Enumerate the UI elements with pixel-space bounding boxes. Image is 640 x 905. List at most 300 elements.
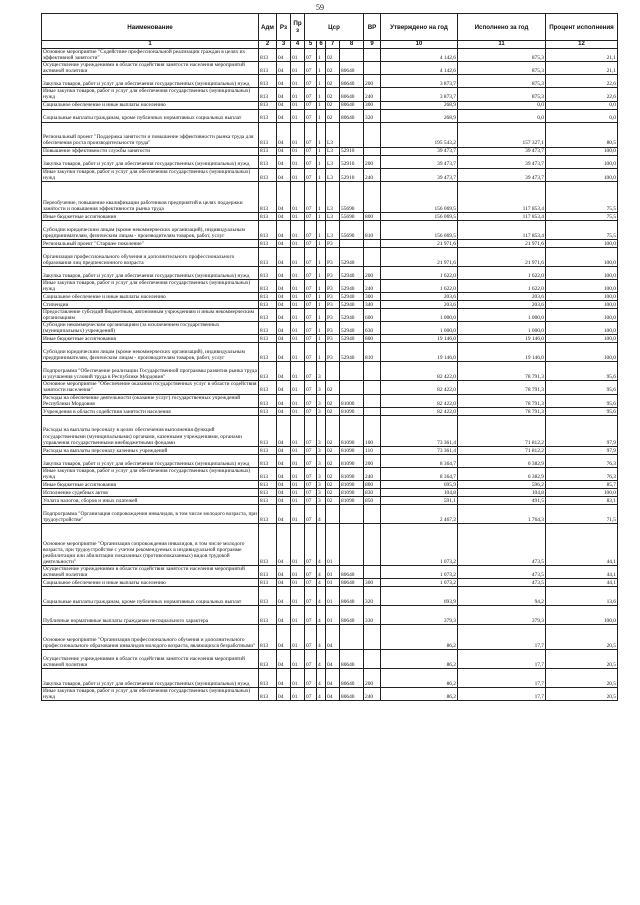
row-csr-event: 02: [326, 467, 340, 480]
row-prz: 01: [291, 579, 305, 587]
row-approved: 82 422,0: [381, 381, 458, 394]
row-percent: 13,6: [546, 587, 618, 606]
table-row: [42, 587, 618, 606]
table-row: [42, 579, 618, 587]
row-csr-direction: 80640: [340, 688, 364, 701]
row-name: Основное мероприятие "Организация профессионального обучения и дополнительного профессионального образования инвалидов молодого возраста, являющихся безработными": [42, 625, 259, 650]
row-approved: 203,6: [381, 300, 458, 308]
row-csr-program: 07: [305, 147, 317, 155]
row-executed: 17,7: [458, 688, 546, 701]
row-rz: 04: [277, 496, 291, 504]
row-adm: 813: [259, 292, 277, 300]
row-rz: 04: [277, 62, 291, 75]
row-csr-direction: [340, 239, 364, 247]
row-vr: 200: [364, 669, 381, 688]
row-csr-program: 07: [305, 101, 317, 109]
row-csr-event: L3: [326, 147, 340, 155]
row-vr: [364, 625, 381, 650]
row-rz: 04: [277, 75, 291, 88]
row-csr-event: L3: [326, 168, 340, 181]
header-csr: Цср: [305, 14, 364, 41]
row-prz: 01: [291, 155, 305, 168]
row-vr: 110: [364, 446, 381, 454]
table-row: [42, 62, 618, 75]
row-prz: 01: [291, 62, 305, 75]
row-adm: 813: [259, 212, 277, 220]
row-csr-program: 07: [305, 155, 317, 168]
row-vr: [364, 407, 381, 415]
row-rz: 04: [277, 49, 291, 62]
row-csr-direction: [340, 504, 364, 523]
row-name: Основное мероприятие "Организация сопровождения инвалидов, в том числе молодого возраста, при трудоустройстве с учетом рекомендуемых в индивидуальной программе реабилитации или абилитации показанных (противопоказанных) видов трудовой деятельности": [42, 523, 259, 565]
table-row: [42, 381, 618, 394]
row-csr-event: 02: [326, 446, 340, 454]
row-adm: 813: [259, 587, 277, 606]
row-adm: 813: [259, 109, 277, 122]
row-prz: 01: [291, 587, 305, 606]
row-executed: 78 791,3: [458, 394, 546, 407]
row-percent: 22,6: [546, 88, 618, 101]
row-csr-direction: 52940: [340, 335, 364, 343]
row-percent: 95,6: [546, 407, 618, 415]
row-approved: 156 069,5: [381, 181, 458, 212]
row-csr-program: 07: [305, 362, 317, 381]
row-csr-event: 02: [326, 407, 340, 415]
row-vr: [364, 523, 381, 565]
row-csr-event: 02: [326, 62, 340, 75]
row-executed: 71 812,2: [458, 446, 546, 454]
row-rz: 04: [277, 587, 291, 606]
row-approved: 82 422,0: [381, 407, 458, 415]
table-row: [42, 75, 618, 88]
row-csr-subprogram: 1: [317, 343, 326, 362]
row-rz: 04: [277, 454, 291, 467]
row-approved: 3 873,7: [381, 88, 458, 101]
row-csr-event: 02: [326, 480, 340, 488]
row-prz: 01: [291, 308, 305, 321]
row-csr-direction: 52940: [340, 292, 364, 300]
row-csr-program: 07: [305, 488, 317, 496]
header-approved: Утверждено на год: [381, 14, 458, 41]
table-row: [42, 181, 618, 212]
row-rz: 04: [277, 488, 291, 496]
row-adm: 813: [259, 467, 277, 480]
row-vr: 810: [364, 220, 381, 239]
row-percent: 100,0: [546, 247, 618, 266]
row-prz: 01: [291, 496, 305, 504]
table-row: [42, 688, 618, 701]
header-executed: Исполнено за год: [458, 14, 546, 41]
row-rz: 04: [277, 212, 291, 220]
row-executed: 6 382,9: [458, 454, 546, 467]
row-percent: 21,1: [546, 62, 618, 75]
row-approved: 73 361,4: [381, 446, 458, 454]
row-name: Основное мероприятие "Содействие профессиональной реализации граждан в целях их эффективной занятости": [42, 49, 259, 62]
row-executed: 19 146,0: [458, 343, 546, 362]
row-rz: 04: [277, 688, 291, 701]
row-adm: 813: [259, 579, 277, 587]
row-approved: 1 622,0: [381, 279, 458, 292]
budget-report-table: [41, 13, 618, 701]
row-csr-event: 02: [326, 49, 340, 62]
row-csr-event: P3: [326, 343, 340, 362]
row-csr-direction: 52940: [340, 308, 364, 321]
row-percent: 75,5: [546, 220, 618, 239]
row-prz: 01: [291, 343, 305, 362]
header-name: Наименование: [42, 14, 259, 41]
row-csr-program: 07: [305, 446, 317, 454]
row-rz: 04: [277, 523, 291, 565]
table-row: [42, 488, 618, 496]
row-name: Основное мероприятие "Обеспечение оказания государственных услуг в области содействия занятости населения": [43, 381, 257, 394]
row-csr-subprogram: 1: [317, 247, 326, 266]
row-rz: 04: [277, 407, 291, 415]
row-csr-event: L3: [326, 155, 340, 168]
row-csr-direction: 80640: [340, 109, 364, 122]
row-name: Уплата налогов, сборов и иных платежей: [42, 496, 259, 504]
row-executed: 78 791,3: [458, 362, 546, 381]
row-vr: [364, 239, 381, 247]
row-csr-subprogram: 3: [317, 454, 326, 467]
row-rz: 04: [277, 669, 291, 688]
row-prz: 01: [291, 322, 305, 335]
row-prz: 01: [291, 168, 305, 181]
row-executed: 17,7: [458, 650, 546, 669]
row-approved: 156 069,5: [381, 212, 458, 220]
row-csr-event: P3: [326, 322, 340, 335]
row-approved: 82 422,0: [381, 394, 458, 407]
row-vr: 240: [364, 279, 381, 292]
row-adm: 813: [259, 155, 277, 168]
row-adm: 813: [259, 181, 277, 212]
row-vr: 240: [364, 88, 381, 101]
row-approved: 1 073,2: [381, 565, 458, 578]
row-name: Подпрограмма "Обеспечение реализации Государственной программы развития рынка труда и улучшения условий труда в Республике Мордовия": [42, 362, 259, 381]
row-executed: 875,3: [458, 88, 546, 101]
row-name: Расходы на обеспечение деятельности (оказание услуг) государственных учреждений Республики Мордовия: [42, 394, 259, 407]
table-row: [42, 101, 618, 109]
row-csr-subprogram: 1: [317, 300, 326, 308]
row-csr-subprogram: 3: [317, 480, 326, 488]
row-csr-direction: 52910: [340, 147, 364, 155]
row-rz: 04: [277, 394, 291, 407]
row-csr-program: 07: [305, 49, 317, 62]
row-csr-direction: 81090: [340, 488, 364, 496]
row-approved: 3 873,7: [381, 75, 458, 88]
row-approved: 591,1: [381, 496, 458, 504]
table-row: [42, 362, 618, 381]
row-executed: 21 971,6: [458, 239, 546, 247]
table-row: [42, 322, 618, 335]
row-prz: 01: [291, 300, 305, 308]
row-csr-subprogram: 4: [317, 504, 326, 523]
row-csr-program: 07: [305, 343, 317, 362]
row-csr-subprogram: 4: [317, 587, 326, 606]
header-prz: Прз: [291, 14, 305, 41]
row-name: Субсидии некоммерческим организациям (за исключением государственных (муниципальных) учреждений): [42, 322, 259, 335]
row-prz: 01: [291, 407, 305, 415]
row-csr-program: 07: [305, 504, 317, 523]
row-executed: 117 853,4: [458, 212, 546, 220]
row-csr-program: 07: [305, 625, 317, 650]
row-csr-event: 01: [326, 523, 340, 565]
row-adm: 813: [259, 247, 277, 266]
row-csr-event: 01: [326, 606, 340, 625]
row-csr-direction: 81090: [340, 496, 364, 504]
table-row: [42, 109, 618, 122]
row-approved: 86,2: [381, 669, 458, 688]
row-csr-program: 07: [305, 62, 317, 75]
row-csr-subprogram: 1: [317, 181, 326, 212]
row-percent: 95,6: [546, 394, 618, 407]
row-executed: 39 473,7: [458, 147, 546, 155]
row-prz: 01: [291, 122, 305, 147]
row-prz: 01: [291, 523, 305, 565]
row-adm: 813: [259, 381, 277, 394]
row-executed: 117 853,4: [458, 181, 546, 212]
row-name: Закупка товаров, работ и услуг для обеспечения государственных (муниципальных) нужд: [42, 266, 259, 279]
row-percent: 100,0: [546, 343, 618, 362]
row-name: Организация профессионального обучения и дополнительного профессионального образования лиц предпенсионного возраста: [42, 247, 259, 266]
row-prz: 01: [291, 75, 305, 88]
row-csr-event: L3: [326, 181, 340, 212]
row-name: Субсидии юридическим лицам (кроме некоммерческих организаций), индивидуальным предпринимателям, физическим лицам - производителям товаров, работ, услуг: [42, 220, 259, 239]
row-vr: [364, 565, 381, 578]
row-percent: 76,3: [546, 454, 618, 467]
row-percent: 95,6: [546, 381, 618, 394]
row-adm: 813: [259, 168, 277, 181]
row-percent: 100,0: [546, 322, 618, 335]
table-row: [42, 147, 618, 155]
row-executed: 0,0: [458, 101, 546, 109]
row-csr-subprogram: 3: [317, 488, 326, 496]
table-row: [42, 168, 618, 181]
row-name: Закупка товаров, работ и услуг для обеспечения государственных (муниципальных) нужд: [42, 454, 259, 467]
row-name: Закупка товаров, работ и услуг для обеспечения государственных (муниципальных) нужд: [42, 75, 259, 88]
row-adm: 813: [259, 446, 277, 454]
row-csr-subprogram: 3: [317, 394, 326, 407]
table-row: [42, 625, 618, 650]
row-csr-event: L3: [326, 122, 340, 147]
row-percent: 100,0: [546, 335, 618, 343]
row-rz: 04: [277, 292, 291, 300]
row-executed: 78 791,3: [458, 407, 546, 415]
row-csr-program: 07: [305, 394, 317, 407]
row-csr-event: P3: [326, 292, 340, 300]
table-row: [42, 335, 618, 343]
table-row: [42, 394, 618, 407]
column-number: 8: [340, 41, 364, 49]
row-percent: 20,5: [546, 625, 618, 650]
row-csr-program: 07: [305, 122, 317, 147]
row-vr: 300: [364, 101, 381, 109]
row-csr-program: 07: [305, 467, 317, 480]
row-csr-event: P3: [326, 279, 340, 292]
table-row: [42, 88, 618, 101]
row-approved: 693,9: [381, 587, 458, 606]
table-row: [42, 407, 618, 415]
row-approved: 39 473,7: [381, 155, 458, 168]
row-vr: 300: [364, 579, 381, 587]
row-csr-subprogram: 4: [317, 625, 326, 650]
row-rz: 04: [277, 335, 291, 343]
row-csr-subprogram: 1: [317, 212, 326, 220]
row-csr-subprogram: 1: [317, 75, 326, 88]
row-name: Стипендии: [42, 300, 259, 308]
column-number: 11: [458, 41, 546, 49]
row-vr: 850: [364, 496, 381, 504]
row-rz: 04: [277, 415, 291, 446]
row-prz: 01: [291, 147, 305, 155]
row-csr-direction: 52940: [340, 343, 364, 362]
row-vr: [364, 650, 381, 669]
table-row: [42, 212, 618, 220]
row-rz: 04: [277, 155, 291, 168]
row-csr-event: 04: [326, 669, 340, 688]
row-percent: 44,1: [546, 523, 618, 565]
row-csr-event: 02: [326, 109, 340, 122]
row-adm: 813: [259, 343, 277, 362]
row-csr-program: 07: [305, 587, 317, 606]
row-csr-event: 02: [326, 394, 340, 407]
row-csr-direction: 55690: [340, 220, 364, 239]
row-executed: 596,2: [458, 480, 546, 488]
row-prz: 01: [291, 565, 305, 578]
column-number: 5: [305, 41, 317, 49]
row-csr-direction: [340, 362, 364, 381]
row-approved: 4 142,6: [381, 49, 458, 62]
row-approved: 379,3: [381, 606, 458, 625]
row-csr-subprogram: 1: [317, 322, 326, 335]
row-name: Повышение эффективности службы занятости: [42, 147, 259, 155]
row-vr: 810: [364, 343, 381, 362]
row-vr: [364, 62, 381, 75]
row-percent: 95,6: [546, 362, 618, 381]
row-name: Региональный проект "Поддержка занятости и повышение эффективности рынка труда для обеспечения роста производительности труда": [42, 122, 259, 147]
row-csr-program: 07: [305, 266, 317, 279]
row-name: Переобучение, повышение квалификации работников предприятий в целях поддержки занятости и повышения эффективности рынка труда: [42, 181, 259, 212]
row-adm: 813: [259, 266, 277, 279]
row-prz: 01: [291, 266, 305, 279]
row-approved: 156 069,5: [381, 220, 458, 239]
row-vr: 100: [364, 415, 381, 446]
row-csr-direction: 52940: [340, 247, 364, 266]
row-vr: 800: [364, 212, 381, 220]
row-name: Иные бюджетные ассигнования: [42, 212, 259, 220]
row-csr-direction: 80640: [340, 669, 364, 688]
row-csr-direction: 80640: [340, 88, 364, 101]
row-vr: 320: [364, 109, 381, 122]
row-executed: 104,8: [458, 488, 546, 496]
row-csr-subprogram: 1: [317, 292, 326, 300]
row-name: Иные бюджетные ассигнования: [42, 480, 259, 488]
row-adm: 813: [259, 279, 277, 292]
row-percent: 0,0: [546, 109, 618, 122]
row-name: Учреждения в области содействия занятости населения: [42, 407, 259, 415]
row-prz: 01: [291, 362, 305, 381]
row-csr-subprogram: 3: [317, 381, 326, 394]
table-row: [42, 122, 618, 147]
row-csr-direction: 80640: [340, 587, 364, 606]
row-csr-direction: 80640: [340, 606, 364, 625]
table-row: [42, 669, 618, 688]
row-vr: 330: [364, 606, 381, 625]
row-executed: 473,5: [458, 579, 546, 587]
row-name: Региональный проект "Старшее поколение": [42, 239, 259, 247]
table-row: [42, 415, 618, 446]
column-number: 9: [364, 41, 381, 49]
table-row: [42, 300, 618, 308]
row-executed: 473,5: [458, 523, 546, 565]
row-approved: 39 473,7: [381, 147, 458, 155]
row-approved: 19 146,0: [381, 343, 458, 362]
page-number: 59: [316, 3, 324, 12]
row-rz: 04: [277, 168, 291, 181]
row-csr-subprogram: 4: [317, 650, 326, 669]
row-csr-event: 02: [326, 415, 340, 446]
row-csr-subprogram: 1: [317, 155, 326, 168]
row-percent: 20,5: [546, 688, 618, 701]
row-adm: 813: [259, 122, 277, 147]
row-percent: 44,1: [546, 565, 618, 578]
row-vr: [364, 394, 381, 407]
row-adm: 813: [259, 239, 277, 247]
row-rz: 04: [277, 480, 291, 488]
row-name: Иные закупки товаров, работ и услуг для обеспечения государственных (муниципальных) нужд: [42, 88, 259, 101]
row-percent: 100,0: [546, 279, 618, 292]
row-adm: 813: [259, 625, 277, 650]
row-csr-event: 01: [326, 565, 340, 578]
table-row: [42, 343, 618, 362]
row-approved: 19 146,0: [381, 335, 458, 343]
row-name: Социальное обеспечение и иные выплаты населению: [42, 292, 259, 300]
row-csr-direction: 52910: [340, 168, 364, 181]
row-executed: 94,2: [458, 587, 546, 606]
header-vr: ВР: [364, 14, 381, 41]
row-csr-event: P3: [326, 300, 340, 308]
row-approved: 268,9: [381, 101, 458, 109]
row-csr-event: 01: [326, 587, 340, 606]
row-rz: 04: [277, 300, 291, 308]
row-rz: 04: [277, 362, 291, 381]
row-csr-direction: 81000: [340, 394, 364, 407]
row-csr-subprogram: 4: [317, 579, 326, 587]
row-csr-event: P3: [326, 266, 340, 279]
row-percent: 100,0: [546, 292, 618, 300]
row-approved: 268,9: [381, 109, 458, 122]
row-approved: 695,9: [381, 480, 458, 488]
row-adm: 813: [259, 650, 277, 669]
row-csr-program: 07: [305, 247, 317, 266]
row-percent: 100,0: [546, 155, 618, 168]
column-number: 6: [317, 41, 326, 49]
row-csr-program: 07: [305, 308, 317, 321]
row-csr-direction: 55690: [340, 212, 364, 220]
row-csr-program: 07: [305, 381, 317, 394]
row-approved: 2 467,2: [381, 504, 458, 523]
row-executed: 78 791,3: [458, 381, 546, 394]
row-approved: 1 073,2: [381, 579, 458, 587]
row-percent: 75,5: [546, 181, 618, 212]
row-csr-event: 04: [326, 650, 340, 669]
row-csr-program: 07: [305, 75, 317, 88]
row-adm: 813: [259, 62, 277, 75]
row-prz: 01: [291, 454, 305, 467]
row-executed: 1 764,3: [458, 504, 546, 523]
row-vr: [364, 362, 381, 381]
row-rz: 04: [277, 239, 291, 247]
row-csr-program: 07: [305, 496, 317, 504]
